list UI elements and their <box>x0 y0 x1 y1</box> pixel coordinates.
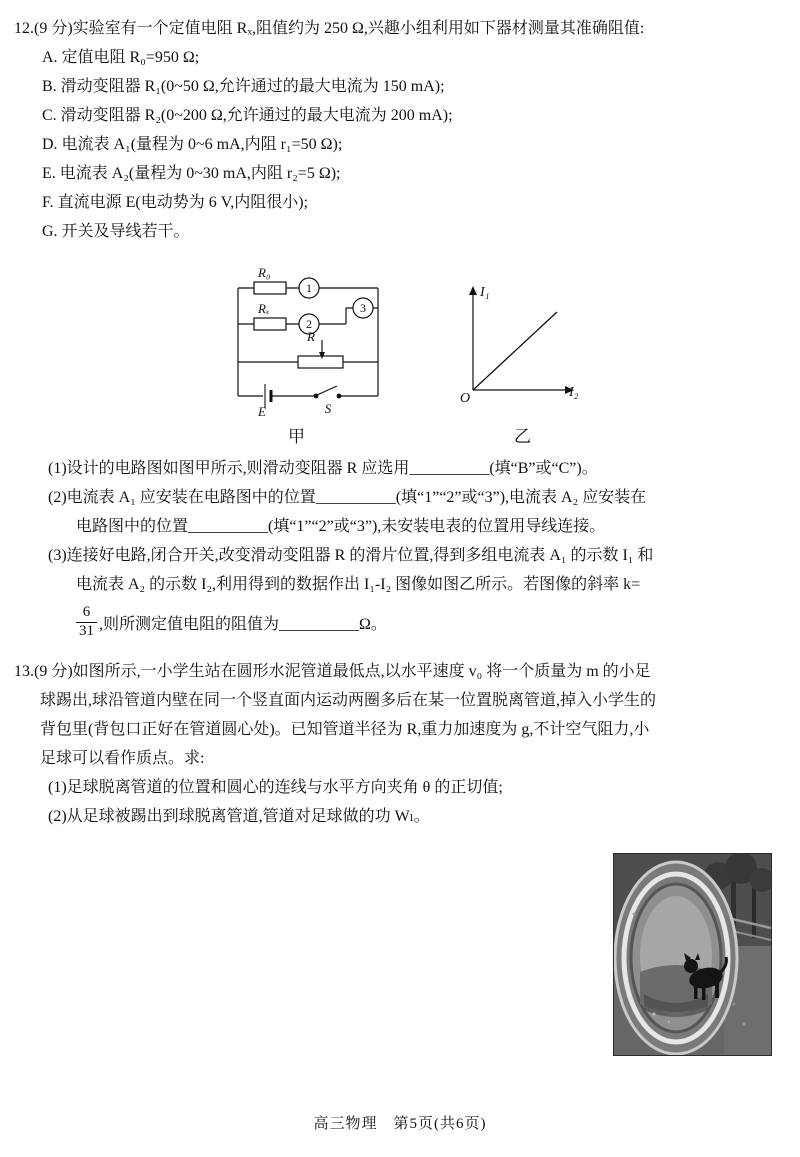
question-12 <box>0 14 800 645</box>
label-meter1: 1 <box>306 281 312 295</box>
q12-item-g: G. 开关及导线若干。 <box>42 223 190 240</box>
q12-stem: 12.(9 分)实验室有一个定值电阻 Rₓ,阻值约为 250 Ω,兴趣小组利用如下器材测量其准确阻值: <box>14 20 645 37</box>
q12-sub1-line: (1)设计的电路图如图甲所示,则滑动变阻器 R 应选用__________(填“B”或“C”)。 <box>48 460 598 477</box>
y-axis-label: I₁ <box>480 285 490 300</box>
y-axis-arrow-icon <box>469 286 477 295</box>
q12-item-a: A. 定值电阻 R₀=950 Ω; <box>42 49 200 66</box>
label-switch: S <box>324 401 332 416</box>
circuit-diagram <box>228 266 393 418</box>
q12-sub2-line1: (2)电流表 A₁ 应安装在电路图中的位置__________(填“1”“2”或“3”),电流表 A₂ 应安装在 <box>48 489 647 506</box>
question-13 <box>0 657 800 831</box>
q13-sub2-line: (2)从足球被踢出到球脱离管道,管道对足球做的功 Wₗ。 <box>48 808 430 825</box>
q12-figure-area <box>0 246 800 454</box>
label-rheostat: R <box>307 329 315 344</box>
fraction-denominator: 31 <box>76 622 97 640</box>
label-battery: E <box>258 404 266 418</box>
q12-item-b: B. 滑动变阻器 R₁(0~50 Ω,允许通过的最大电流为 150 mA); <box>42 78 445 95</box>
q13-sub1-line: (1)足球脱离管道的位置和圆心的连线与水平方向夹角 θ 的正切值; <box>48 779 503 796</box>
resistor-rx <box>254 318 286 330</box>
rheostat-r <box>298 356 343 368</box>
q13-stem-line4: 足球可以看作质点。求: <box>40 750 205 767</box>
switch-contact-right <box>337 394 341 398</box>
q12-item-c: C. 滑动变阻器 R₂(0~200 Ω,允许通过的最大电流为 200 mA); <box>42 107 453 124</box>
pipe-photo-illustration <box>614 854 771 1055</box>
origin-label: O <box>459 391 471 406</box>
resistor-r0 <box>254 282 286 294</box>
q12-item-e: E. 电流表 A₂(量程为 0~30 mA,内阻 r₂=5 Ω); <box>42 165 341 182</box>
q13-stem-line2: 球踢出,球沿管道内壁在同一个竖直面内运动两圈多后在某一位置脱离管道,掉入小学生的 <box>40 692 657 709</box>
slope-fraction <box>76 604 97 640</box>
label-r0: R₀ <box>258 266 271 280</box>
q12-sub3-line2: 电流表 A₂ 的示数 I₂,利用得到的数据作出 I₁-I₂ 图像如图乙所示。若图像的斜率 k= <box>76 576 641 593</box>
q12-sub3-line1: (3)连接好电路,闭合开关,改变滑动变阻器 R 的滑片位置,得到多组电流表 A₁ 的示数 I₁ 和 <box>48 547 654 564</box>
page-footer: 高三物理 第5页(共6页) <box>313 1116 487 1132</box>
q12-item-d: D. 电流表 A₁(量程为 0~6 mA,内阻 r₁=50 Ω); <box>42 136 343 153</box>
x-axis-label: I₂ <box>569 385 579 400</box>
q13-stem-line1: 13.(9 分)如图所示,一小学生站在圆形水泥管道最低点,以水平速度 v₀ 将一个质量为 m 的小足 <box>14 663 651 680</box>
fraction-numerator: 6 <box>82 604 91 621</box>
label-rx: Rₓ <box>258 301 270 316</box>
label-meter2: 2 <box>306 317 312 331</box>
data-line <box>473 312 557 390</box>
figure-label-yi: 乙 <box>514 427 531 446</box>
q12-sub3-line3 <box>0 599 800 645</box>
switch-blade <box>317 386 337 395</box>
q12-item-f: F. 直流电源 E(电动势为 6 V,内阻很小); <box>42 194 308 211</box>
q12-sub3-line3-text: ,则所测定值电阻的阻值为__________Ω。 <box>99 615 387 633</box>
q12-sub2-line2: 电路图中的位置__________(填“1”“2”或“3”),未安装电表的位置用导线连接。 <box>76 518 606 535</box>
pipe-photo <box>613 853 772 1056</box>
label-meter3: 3 <box>360 301 366 315</box>
figure-label-jia: 甲 <box>288 427 305 446</box>
q13-stem-line3: 背包里(背包口正好在管道圆心处)。已知管道半径为 R,重力加速度为 g,不计空气阻力,小 <box>40 721 650 738</box>
i1-i2-graph <box>455 278 585 408</box>
